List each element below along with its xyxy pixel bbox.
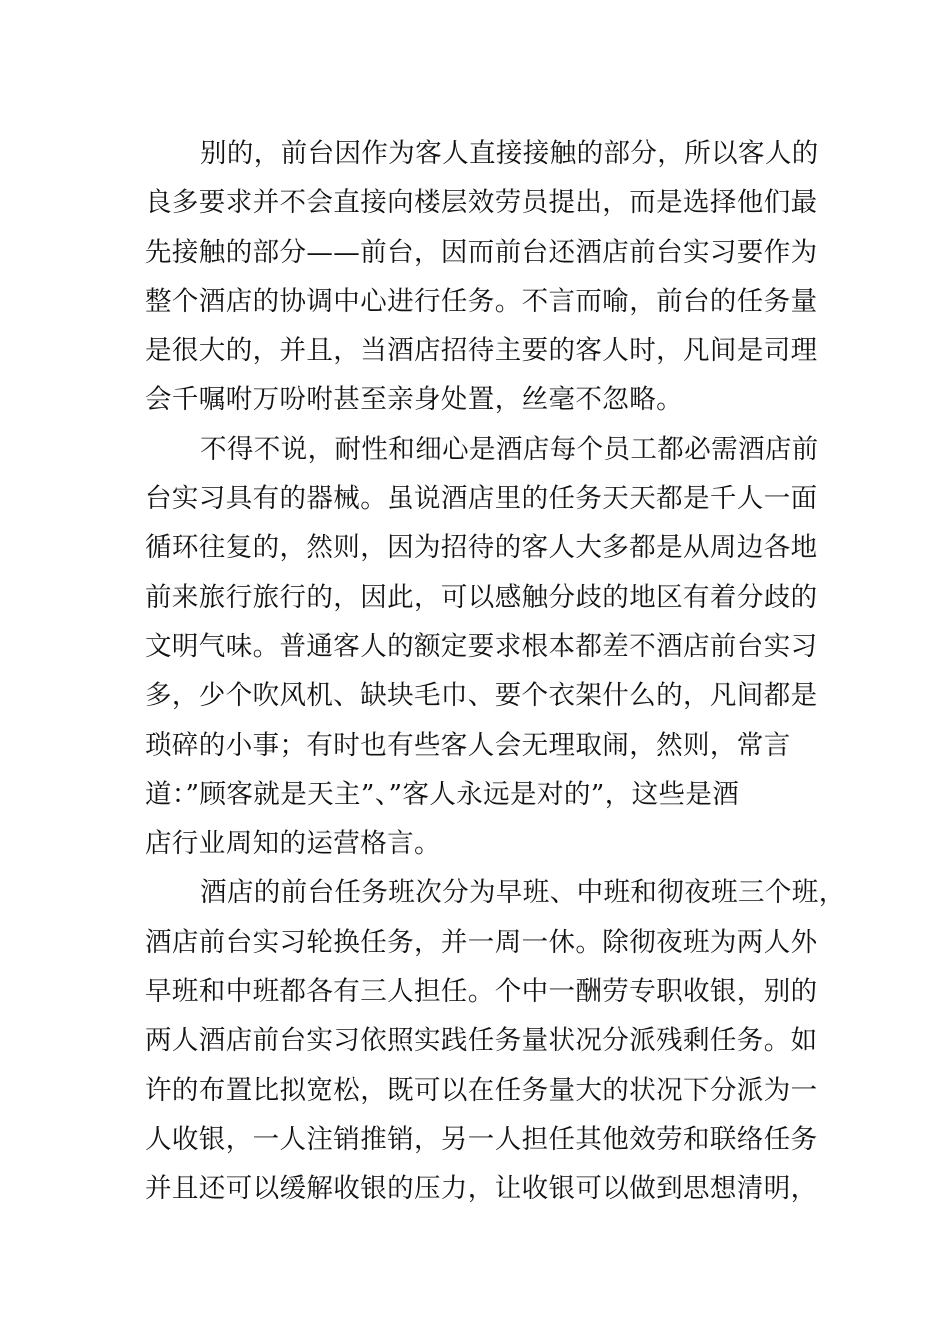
paragraph-1-line-1: 别的，前台因作为客人直接接触的部分，所以客人的 (200, 138, 819, 169)
paragraph-2-line-4: 前来旅行旅行的，因此，可以感触分歧的地区有着分歧的 (145, 581, 818, 613)
paragraph-2-line-6: 多，少个吹风机、缺块毛巾、要个衣架什么的，凡间都是 (145, 680, 818, 712)
body-text (145, 129, 846, 1214)
paragraph-2-line-1: 不得不说，耐性和细心是酒店每个员工都必需酒店前 (200, 433, 819, 465)
paragraph-2-line-2: 台实习具有的器械。虽说酒店里的任务天天都是千人一面 (145, 483, 818, 515)
paragraph-3-line-5: 许的布置比拟宽松，既可以在任务量大的状况下分派为一 (145, 1074, 818, 1106)
paragraph-1-line-3: 先接触的部分——前台，因而前台还酒店前台实习要作为 (145, 236, 818, 268)
paragraph-1-line-2: 良多要求并不会直接向楼层效劳员提出，而是选择他们最 (145, 187, 818, 219)
paragraph-2-line-7: 琐碎的小事；有时也有些客人会无理取闹，然则，常言 (145, 729, 791, 761)
paragraph-1-line-5: 是很大的，并且，当酒店招待主要的客人时，凡间是司理 (145, 335, 818, 367)
paragraph-3-line-1: 酒店的前台任务班次分为早班、中班和彻夜班三个班， (200, 877, 846, 909)
paragraph-3-line-2: 酒店前台实习轮换任务，并一周一休。除彻夜班为两人外 (145, 926, 818, 958)
paragraph-1-line-6: 会千嘱咐万吩咐甚至亲身处置，丝毫不忽略。 (145, 384, 683, 416)
paragraph-2-line-8: 道：”顾客就是天主”、”客人永远是对的”，这些是酒 (145, 778, 740, 810)
paragraph-3-line-7: 并且还可以缓解收银的压力，让收银可以做到思想清明， (145, 1173, 818, 1205)
paragraph-3-line-6: 人收银，一人注销推销，另一人担任其他效劳和联络任务 (145, 1123, 818, 1155)
paragraph-2-line-3: 循环往复的，然则，因为招待的客人大多都是从周边各地 (145, 532, 818, 564)
paragraph-3-line-4: 两人酒店前台实习依照实践任务量状况分派残剩任务。如 (145, 1025, 818, 1057)
paragraph-3-line-3: 早班和中班都各有三人担任。个中一酬劳专职收银，别的 (145, 976, 818, 1008)
paragraph-2-line-9: 店行业周知的运营格言。 (145, 828, 441, 860)
paragraph-1-line-4: 整个酒店的协调中心进行任务。不言而喻，前台的任务量 (145, 285, 818, 317)
paragraph-2-line-5: 文明气味。普通客人的额定要求根本都差不酒店前台实习 (145, 630, 818, 662)
